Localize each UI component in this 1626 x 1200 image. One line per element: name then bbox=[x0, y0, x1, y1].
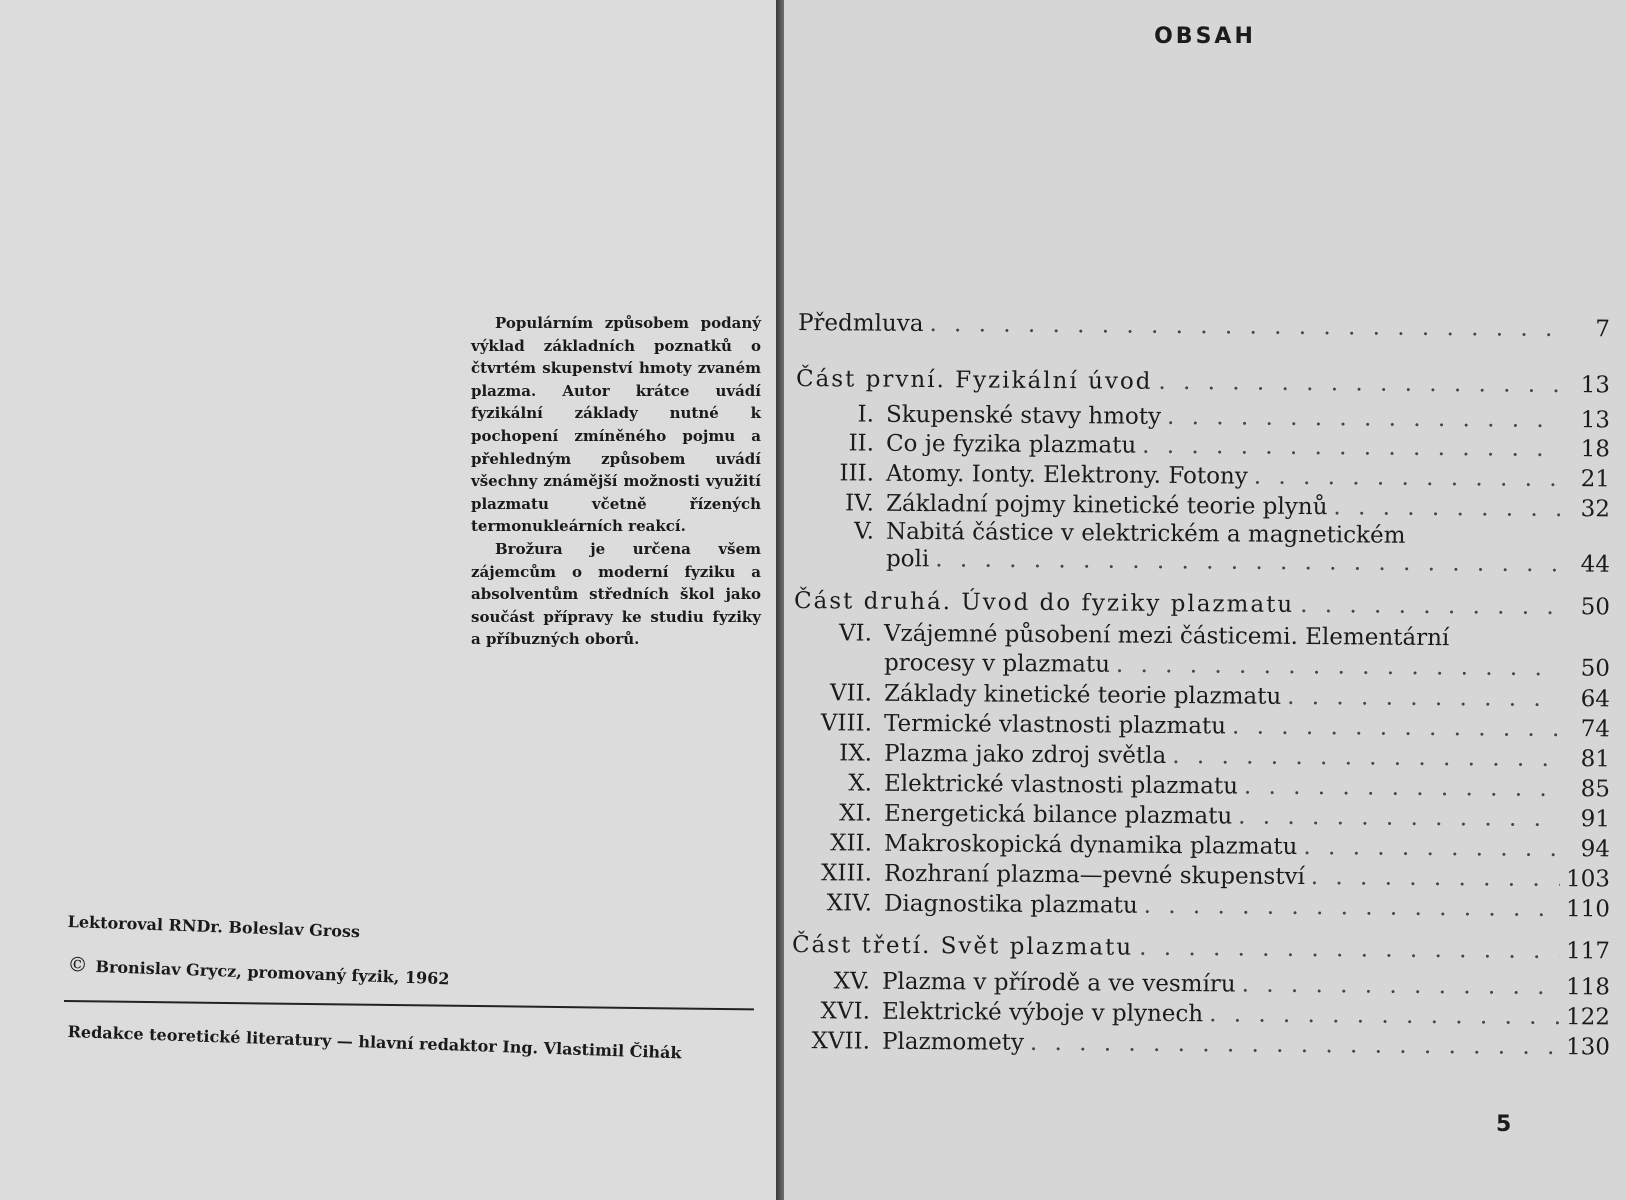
toc-leader-dots bbox=[1167, 404, 1560, 433]
toc-leader-dots bbox=[1311, 864, 1560, 892]
toc-entry-title: Diagnostika plazmatu bbox=[883, 890, 1138, 919]
toc-entry-number: IV. bbox=[844, 490, 875, 517]
toc-entry-number: I. bbox=[857, 401, 875, 428]
toc-entry-page: 91 bbox=[1580, 806, 1611, 833]
toc-entry-number: VI. bbox=[838, 620, 873, 647]
toc-entry-page: 85 bbox=[1580, 776, 1611, 803]
toc-entry-number: VIII. bbox=[820, 710, 873, 737]
toc-leader-dots bbox=[1139, 935, 1560, 964]
toc-part-3 bbox=[792, 932, 1610, 964]
toc-entry-chapter-7 bbox=[794, 680, 1610, 712]
right-page bbox=[784, 0, 1626, 1200]
toc-entry-page: 21 bbox=[1580, 466, 1611, 493]
toc-entry-chapter-17 bbox=[792, 1028, 1610, 1060]
toc-entry-chapter-12 bbox=[794, 830, 1610, 862]
toc-entry-number: XV. bbox=[833, 968, 871, 995]
toc-entry-number: XIII. bbox=[820, 860, 873, 887]
toc-leader-dots bbox=[1142, 433, 1560, 462]
toc-entry-number: X. bbox=[848, 770, 873, 797]
toc-entry-page: 64 bbox=[1580, 686, 1611, 713]
toc-leader-dots bbox=[1303, 834, 1560, 862]
toc-entry-number: II. bbox=[848, 430, 875, 457]
toc-entry-page: 103 bbox=[1565, 866, 1611, 893]
toc-entry-page: 32 bbox=[1580, 496, 1611, 523]
toc-leader-dots bbox=[1244, 774, 1560, 802]
toc-entry-page: 110 bbox=[1565, 896, 1611, 923]
toc-entry-chapter-8 bbox=[794, 710, 1610, 742]
toc-entry-page: 130 bbox=[1565, 1034, 1611, 1061]
toc-entry-page: 13 bbox=[1580, 407, 1611, 434]
toc-entry-title: Základy kinetické teorie plazmatu bbox=[883, 680, 1282, 710]
toc-part-2 bbox=[794, 588, 1610, 620]
toc-entry-title: Energetická bilance plazmatu bbox=[883, 800, 1233, 830]
toc-entry-page: 50 bbox=[1580, 594, 1611, 621]
book-spine bbox=[776, 0, 784, 1200]
toc-entry-title: Skupenské stavy hmoty bbox=[885, 401, 1162, 430]
toc-entry-title: Část druhá. Úvod do fyziky plazmatu bbox=[793, 588, 1295, 618]
toc-leader-dots bbox=[1209, 1001, 1560, 1030]
toc-entry-chapter-2 bbox=[796, 430, 1610, 462]
left-page bbox=[0, 0, 778, 1200]
toc-entry-page: 44 bbox=[1580, 551, 1611, 578]
divider-rule bbox=[64, 1000, 754, 1010]
toc-entry-title: Makroskopická dynamika plazmatu bbox=[883, 830, 1298, 860]
toc-entry-page: 74 bbox=[1580, 716, 1611, 743]
toc-leader-dots bbox=[1300, 592, 1560, 620]
toc-entry-title: Co je fyzika plazmatu bbox=[885, 430, 1137, 459]
toc-leader-dots bbox=[1242, 972, 1561, 1000]
toc-leader-dots bbox=[935, 546, 1560, 577]
blurb-paragraph-2: Brožura je určena všem zájemcům o moderní fyziku a absolventům středních škol jako součást přípravy ke studiu fyziky a příbuzných oborů. bbox=[471, 539, 761, 649]
toc-entry-page: 7 bbox=[1595, 316, 1611, 343]
toc-entry-chapter-14 bbox=[794, 890, 1610, 922]
toc-entry-number: XVI. bbox=[820, 998, 871, 1025]
toc-leader-dots bbox=[929, 311, 1560, 342]
toc-entry-chapter-1 bbox=[796, 401, 1610, 433]
toc-entry-number: III. bbox=[839, 460, 875, 487]
toc-entry-chapter-9 bbox=[794, 740, 1610, 772]
toc-entry-number: XII. bbox=[830, 830, 873, 857]
toc-entry-chapter-5-cont bbox=[886, 546, 1610, 578]
book-blurb bbox=[471, 312, 761, 651]
toc-entry-number: XI. bbox=[839, 800, 873, 827]
toc-leader-dots bbox=[1172, 743, 1560, 772]
table-of-contents bbox=[784, 0, 1626, 1200]
toc-entry-chapter-6-cont bbox=[884, 650, 1610, 682]
toc-entry-page: 50 bbox=[1580, 655, 1611, 682]
toc-leader-dots bbox=[1238, 803, 1560, 832]
toc-entry-chapter-6 bbox=[794, 620, 1610, 652]
toc-entry-chapter-4 bbox=[796, 490, 1610, 522]
toc-entry-chapter-13 bbox=[794, 860, 1610, 892]
toc-entry-number: VII. bbox=[829, 680, 873, 707]
toc-leader-dots bbox=[1144, 893, 1560, 922]
toc-entry-title: Elektrické výboje v plynech bbox=[881, 998, 1204, 1028]
copyright-icon: © bbox=[67, 952, 88, 977]
toc-entry-title: Část třetí. Svět plazmatu bbox=[791, 932, 1134, 961]
toc-entry-page: 118 bbox=[1565, 974, 1611, 1001]
toc-entry-title: Termické vlastnosti plazmatu bbox=[883, 710, 1227, 740]
toc-entry-title: Elektrické vlastnosti plazmatu bbox=[883, 770, 1239, 800]
toc-leader-dots bbox=[1158, 369, 1560, 398]
toc-entry-page: 81 bbox=[1580, 746, 1611, 773]
toc-leader-dots bbox=[1254, 464, 1560, 492]
toc-entry-chapter-3 bbox=[796, 460, 1610, 492]
toc-entry-title-continued: poli bbox=[885, 546, 930, 573]
toc-entry-title-continued: procesy v plazmatu bbox=[883, 650, 1111, 678]
toc-entry-chapter-10 bbox=[794, 770, 1610, 802]
toc-entry-number: V. bbox=[853, 518, 875, 545]
toc-part-1 bbox=[796, 366, 1610, 398]
toc-entry-predmluva bbox=[798, 310, 1610, 342]
toc-entry-page: 13 bbox=[1580, 372, 1611, 399]
reviewer-credit: Lektoroval RNDr. Boleslav Gross bbox=[67, 912, 361, 942]
toc-entry-title: Plazmomety bbox=[881, 1028, 1025, 1056]
toc-entry-number: IX. bbox=[839, 740, 873, 767]
toc-entry-page: 117 bbox=[1565, 938, 1611, 965]
toc-entry-title: Předmluva bbox=[797, 310, 924, 337]
toc-entry-title: Atomy. Ionty. Elektrony. Fotony bbox=[885, 460, 1248, 490]
copyright-text: Bronislav Grycz, promovaný fyzik, 1962 bbox=[95, 956, 450, 989]
toc-entry-title: Rozhraní plazma—pevné skupenství bbox=[883, 860, 1305, 891]
copyright-line bbox=[67, 952, 450, 989]
editorial-credit: Redakce teoretické literatury — hlavní redaktor Ing. Vlastimil Čihák bbox=[67, 1022, 682, 1063]
toc-entry-chapter-11 bbox=[794, 800, 1610, 832]
toc-entry-page: 94 bbox=[1580, 836, 1611, 863]
toc-leader-dots bbox=[1287, 684, 1560, 712]
toc-entry-chapter-15 bbox=[792, 968, 1610, 1000]
toc-entry-page: 18 bbox=[1580, 436, 1611, 463]
toc-leader-dots bbox=[1030, 1030, 1560, 1060]
page-number: 5 bbox=[1496, 1112, 1512, 1137]
toc-leader-dots bbox=[1232, 713, 1560, 742]
toc-entry-title: Plazma jako zdroj světla bbox=[883, 740, 1167, 769]
blurb-paragraph-1: Populárním způsobem podaný výklad základních poznatků o čtvrtém skupenství hmoty zvaném plazma. Autor krátce uvádí fyzikální základy nutné k pochopení zmíněného pojmu a přehledným způsobem uvádí všechny známější možnosti využití plazmatu včetně řízených termonukleárních reakcí. bbox=[471, 314, 761, 536]
toc-entry-title: Vzájemné působení mezi částicemi. Elementární bbox=[883, 620, 1450, 652]
toc-entry-title: Nabitá částice v elektrickém a magnetickém bbox=[885, 518, 1406, 549]
toc-leader-dots bbox=[1333, 494, 1560, 522]
toc-entry-title: Základní pojmy kinetické teorie plynů bbox=[885, 490, 1328, 521]
toc-entry-title: Část první. Fyzikální úvod bbox=[795, 366, 1153, 395]
toc-leader-dots bbox=[1116, 652, 1560, 681]
toc-entry-number: XVII. bbox=[811, 1028, 871, 1055]
toc-entry-title: Plazma v přírodě a ve vesmíru bbox=[881, 968, 1236, 998]
toc-entry-page: 122 bbox=[1565, 1004, 1611, 1031]
toc-entry-chapter-16 bbox=[792, 998, 1610, 1030]
toc-title: OBSAH bbox=[1154, 24, 1256, 49]
toc-entry-number: XIV. bbox=[826, 890, 873, 917]
